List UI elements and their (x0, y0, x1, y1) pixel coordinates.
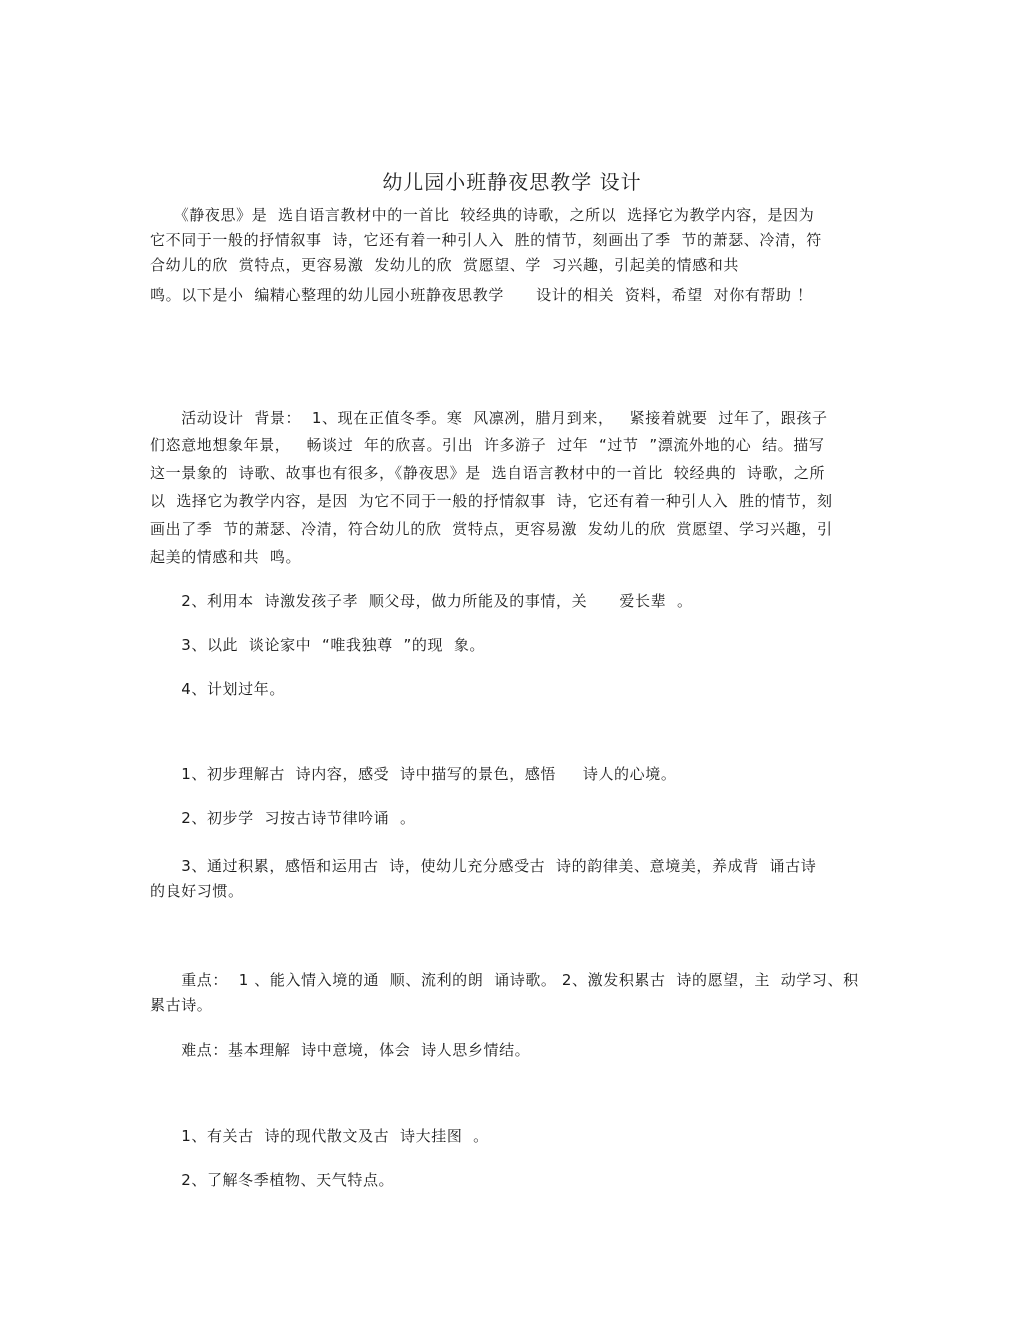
intro-line-2: 它不同于一般的抒情叙事 诗，它还有着一种引人入 胜的情节，刻画出了季 节的萧瑟、冷清，符 (150, 231, 822, 249)
background-line-2: 们恣意地想象年景， 畅谈过 年的欣喜。引出 许多游子 过年 “过节 ”漂流外地的心 结。描写 (150, 436, 825, 454)
goal-item-1: 1、初步理解古 诗内容，感受 诗中描写的景色，感悟 诗人的心境。 (150, 765, 677, 783)
background-line-6: 起美的情感和共 鸣。 (150, 548, 302, 566)
background-item-4: 4、计划过年。 (150, 680, 285, 698)
background-line-1: 活动设计 背景： 1、现在正值冬季。寒 风凛冽，腊月到来， 紧接着就要 过年了，跟孩子 (150, 409, 828, 427)
intro-line-3: 合幼儿的欣 赏特点，更容易激 发幼儿的欣 赏愿望、学 习兴趣，引起美的情感和共 (150, 256, 739, 274)
intro-line-4: 鸣。以下是小 编精心整理的幼儿园小班静夜思教学 设计的相关 资料，希望 对你有帮助 ！ (150, 286, 813, 304)
background-line-5: 画出了季 节的萧瑟、冷清，符合幼儿的欣 赏特点，更容易激 发幼儿的欣 赏愿望、学习兴趣，引 (150, 520, 833, 538)
background-item-2: 2、利用本 诗激发孩子孝 顺父母，做力所能及的事情，关 爱长辈 。 (150, 592, 693, 610)
goal-item-3-line-2: 的良好习惯。 (150, 882, 244, 900)
goal-item-2: 2、初步学 习按古诗节律吟诵 。 (150, 809, 416, 827)
document-title: 幼儿园小班静夜思教学 设计 (382, 170, 642, 194)
background-line-3: 这一景象的 诗歌、故事也有很多，《静夜思》是 选自语言教材中的一首比 较经典的 诗歌，之所 (150, 464, 826, 482)
background-line-4: 以 选择它为教学内容，是因 为它不同于一般的抒情叙事 诗，它还有着一种引人入 胜的情节，刻 (150, 492, 833, 510)
preparation-item-2: 2、了解冬季植物、天气特点。 (150, 1171, 395, 1189)
preparation-item-1: 1、有关古 诗的现代散文及古 诗大挂图 。 (150, 1127, 489, 1145)
key-points-line-2: 累古诗。 (150, 996, 213, 1014)
key-points-line-1: 重点： 1 、能入情入境的通 顺、流利的朗 诵诗歌。 2、激发积累古 诗的愿望，主 动学习、积 (150, 971, 859, 989)
background-item-3: 3、以此 谈论家中 “唯我独尊 ”的现 象。 (150, 636, 486, 654)
intro-line-1: 《静夜思》是 选自语言教材中的一首比 较经典的诗歌，之所以 选择它为教学内容，是因为 (150, 206, 815, 224)
goal-item-3-line-1: 3、通过积累，感悟和运用古 诗，使幼儿充分感受古 诗的韵律美、意境美，养成背 诵古诗 (150, 857, 817, 875)
difficulty-point: 难点：基本理解 诗中意境，体会 诗人思乡情结。 (150, 1041, 531, 1059)
